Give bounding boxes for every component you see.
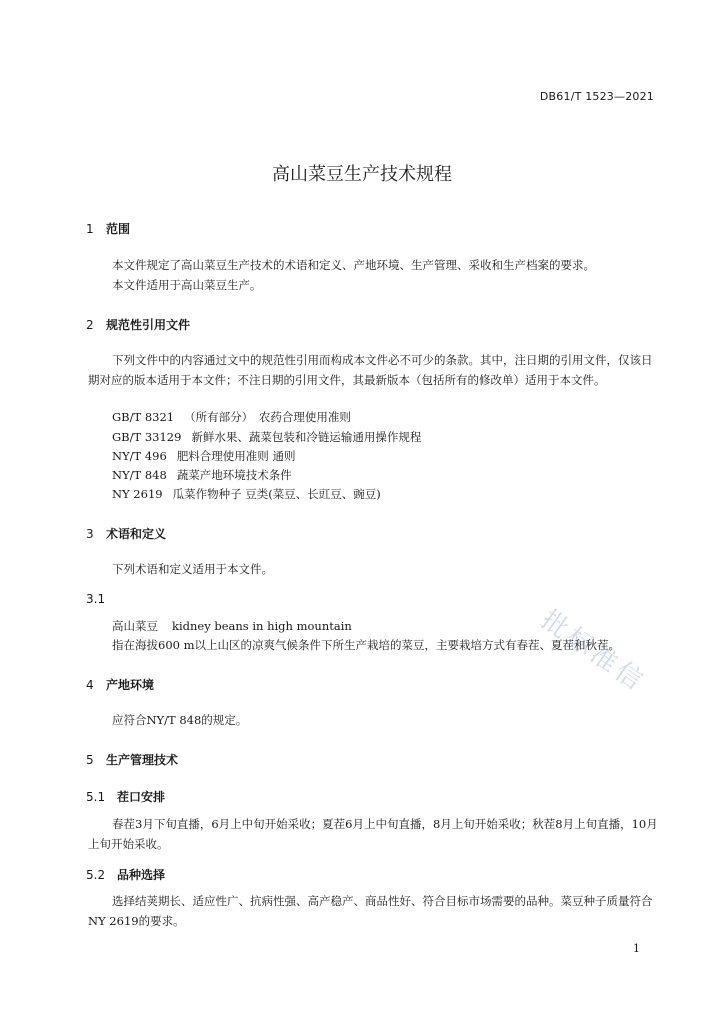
environment-paragraph: 应符合NY/T 848的规定。	[112, 713, 248, 727]
subsection-5-2-heading	[86, 866, 165, 883]
reference-item	[112, 448, 295, 464]
term-en: kidney beans in high mountain	[172, 619, 352, 633]
section-label: 规范性引用文件	[106, 318, 191, 332]
reference-code: NY 2619	[112, 487, 163, 501]
section-4-heading	[86, 676, 154, 693]
section-number: 5	[86, 753, 94, 767]
reference-code: GB/T 8321	[112, 410, 175, 424]
section-number: 2	[86, 318, 94, 332]
reference-item	[112, 429, 421, 445]
section-label: 范围	[106, 222, 131, 236]
subsection-5-1-heading	[86, 788, 165, 805]
term-number: 3.1	[86, 592, 106, 606]
section-number: 4	[86, 678, 94, 692]
scope-paragraph-2: 本文件适用于高山菜豆生产。	[112, 278, 262, 292]
subsection-label: 品种选择	[117, 868, 166, 882]
section-label: 产地环境	[106, 678, 155, 692]
section-1-heading	[86, 220, 130, 237]
reference-title: 瓜菜作物种子 豆类(菜豆、长豇豆、豌豆)	[172, 487, 381, 501]
reference-title: 新鲜水果、蔬菜包装和冷链运输通用操作规程	[191, 430, 422, 444]
reference-code: NY/T 496	[112, 449, 167, 463]
term-zh: 高山菜豆	[112, 619, 158, 633]
subsection-label: 茬口安排	[117, 790, 166, 804]
section-number: 3	[86, 527, 94, 541]
section-2-heading	[86, 316, 190, 333]
section-5-heading	[86, 751, 178, 768]
watermark: 批标准信	[535, 604, 651, 699]
reference-item	[112, 467, 292, 483]
reference-item	[112, 409, 351, 425]
cropping-schedule-paragraph: 春茬3月下旬直播，6月上中旬开始采收；夏茬6月上中旬直播，8月上旬开始采收；秋茬8月上旬直播，10月上旬开始采收。	[88, 817, 658, 851]
reference-title: 肥料合理使用准则 通则	[176, 449, 296, 463]
reference-code: NY/T 848	[112, 468, 167, 482]
scope-paragraph-1: 本文件规定了高山菜豆生产技术的术语和定义、产地环境、生产管理、采收和生产档案的要求。	[112, 258, 595, 272]
section-3-heading	[86, 525, 166, 542]
reference-title: （所有部分） 农药合理使用准则	[184, 410, 351, 424]
variety-selection-paragraph: 选择结荚期长、适应性广、抗病性强、高产稳产、商品性好、符合目标市场需要的品种。菜豆种子质量符合NY 2619的要求。	[88, 894, 653, 928]
reference-item	[112, 486, 381, 502]
standard-code: DB61/T 1523—2021	[539, 90, 654, 103]
reference-title: 蔬菜产地环境技术条件	[176, 468, 292, 482]
document-title: 高山菜豆生产技术规程	[272, 164, 452, 185]
subsection-number: 5.1	[86, 790, 106, 804]
references-intro-paragraph: 下列文件中的内容通过文中的规范性引用而构成本文件必不可少的条款。其中，注日期的引用文件，仅该日期对应的版本适用于本文件；不注日期的引用文件，其最新版本（包括所有的修改单）适用于本文件。	[88, 353, 653, 387]
section-label: 生产管理技术	[106, 753, 179, 767]
term-definition: 指在海拔600 m以上山区的凉爽气候条件下所生产栽培的菜豆，主要栽培方式有春茬、夏茬和秋茬。	[112, 638, 621, 652]
section-label: 术语和定义	[106, 527, 167, 541]
term-entry	[112, 618, 352, 634]
terms-intro-paragraph: 下列术语和定义适用于本文件。	[112, 562, 273, 576]
subsection-number: 5.2	[86, 868, 106, 882]
section-number: 1	[86, 222, 94, 236]
reference-code: GB/T 33129	[112, 430, 182, 444]
page-number: 1	[633, 942, 640, 955]
